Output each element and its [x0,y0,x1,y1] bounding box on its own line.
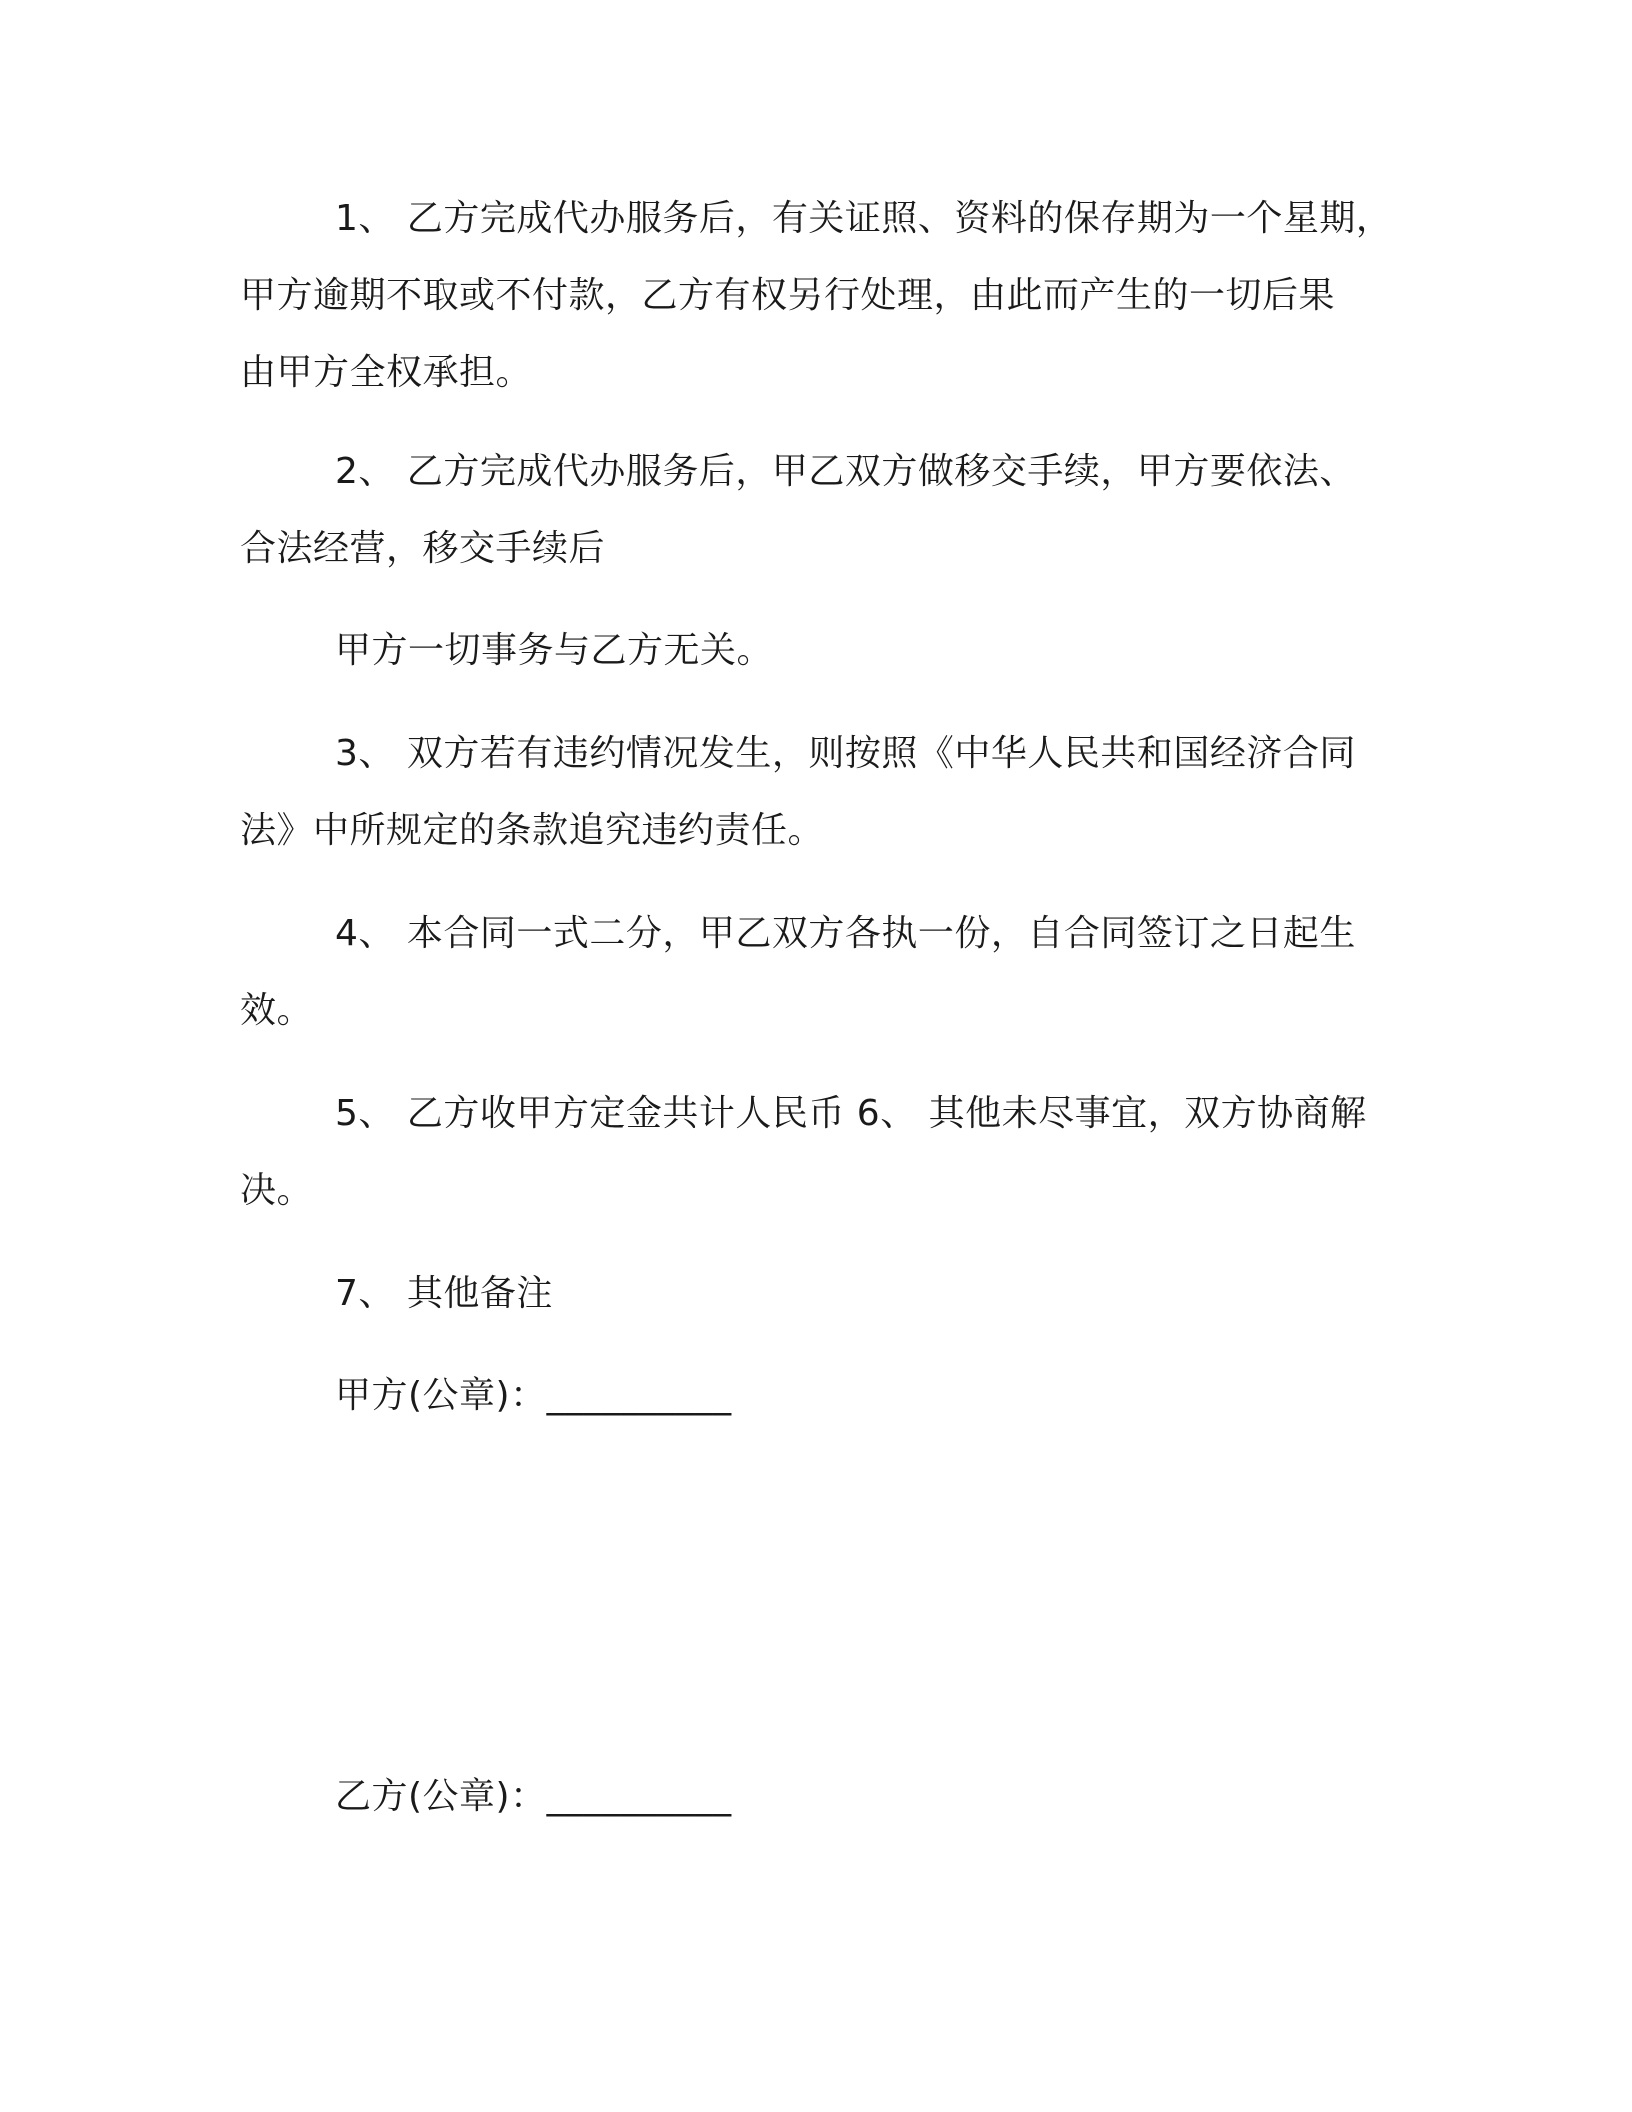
clause-7-line-1: 7、 其他备注 [335,1273,553,1314]
clause-2 [240,433,1390,587]
clause-3-line-1: 3、 双方若有违约情况发生，则按照《中华人民共和国经济合同 [335,733,1356,774]
clause-3-line-2: 法》中所规定的条款追究违约责任。 [240,810,825,851]
clause-2-line-1: 2、 乙方完成代办服务后，甲乙双方做移交手续，甲方要依法、 [335,451,1356,492]
clause-1-line-1: 1、 乙方完成代办服务后，有关证照、资料的保存期为一个星期， [335,198,1393,239]
clause-2-line-2: 合法经营，移交手续后 [240,528,606,569]
clause-1-line-2: 甲方逾期不取或不付款，乙方有权另行处理，由此而产生的一切后果 [240,275,1336,316]
clause-3 [240,715,1390,869]
clause-1-line-3: 由甲方全权承担。 [240,352,533,393]
signature-party-a [240,1357,1390,1434]
clause-4-line-1: 4、 本合同一式二分，甲乙双方各执一份，自合同签订之日起生 [335,913,1356,954]
clause-5 [240,1075,1390,1229]
clause-5-line-2: 决。 [240,1170,314,1211]
clause-4 [240,895,1390,1049]
clause-4-line-2: 效。 [240,990,314,1031]
clause-7 [240,1255,1390,1332]
signature-party-b-label: 乙方(公章)：__________ [335,1776,732,1817]
clause-2-continuation-line: 甲方一切事务与乙方无关。 [335,630,774,671]
clause-1 [240,180,1393,411]
signature-party-a-label: 甲方(公章)：__________ [335,1375,732,1416]
clause-2-continuation [240,612,1390,689]
clause-5-line-1: 5、 乙方收甲方定金共计人民币 6、 其他未尽事宜，双方协商解 [335,1093,1367,1134]
signature-party-b [240,1758,1390,1835]
